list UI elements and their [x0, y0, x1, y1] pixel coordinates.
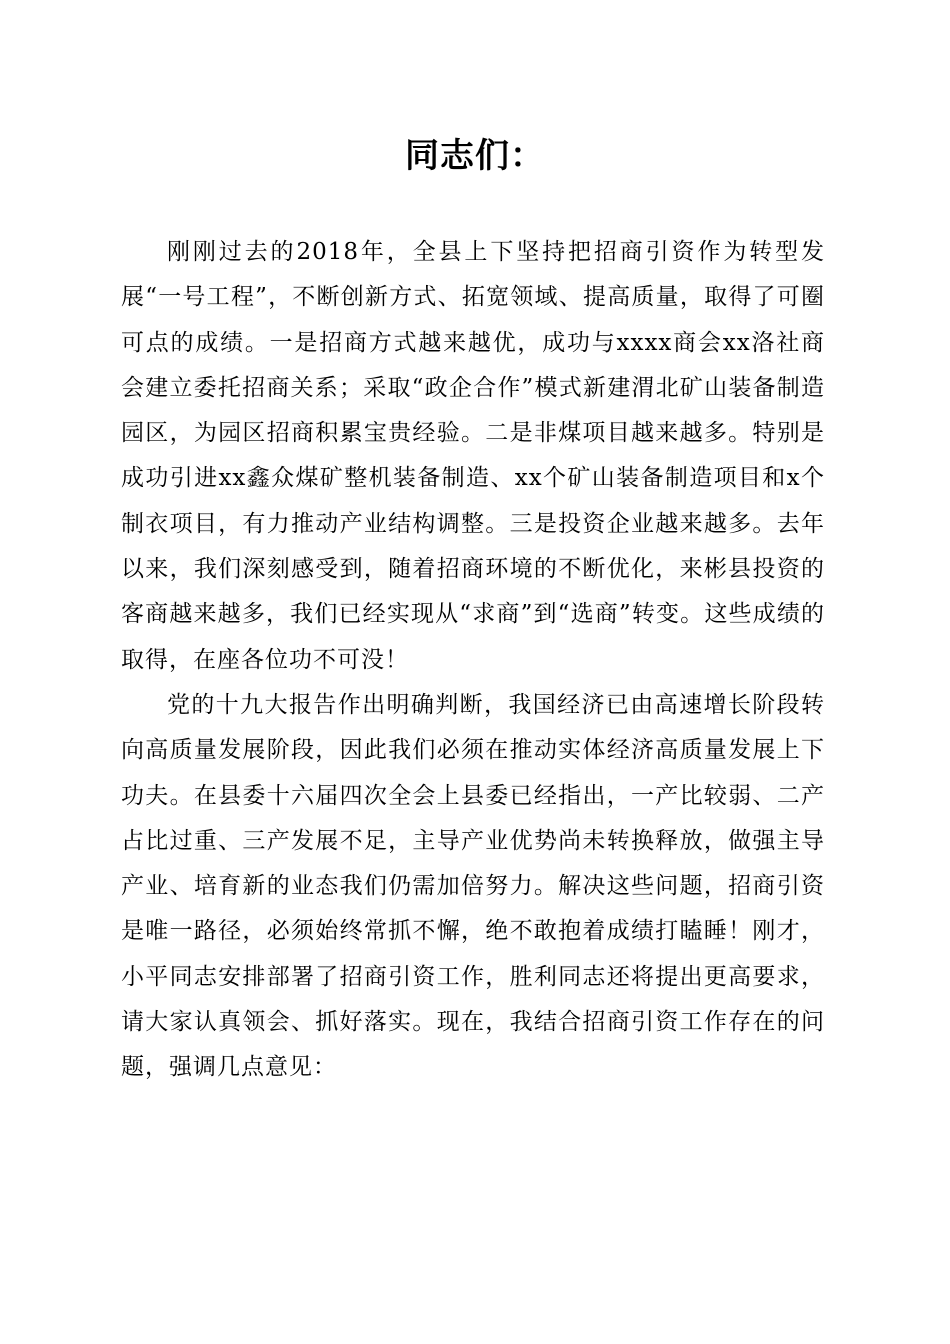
paragraph-achievements: 刚刚过去的2018年，全县上下坚持把招商引资作为转型发展“一号工程”，不断创新方式、拓宽领域、提高质量，取得了可圈可点的成绩。一是招商方式越来越优，成功与xxxx商会xx洛社商会建立委托招商关系；采取“政企合作”模式新建渭北矿山装备制造园区，为园区招商积累宝贵经验。二是非煤项目越来越多。特别是成功引进xx鑫众煤矿整机装备制造、xx个矿山装备制造项目和x个制衣项目，有力推动产业结构调整。三是投资企业越来越多。去年以来，我们深刻感受到，随着招商环境的不断优化，来彬县投资的客商越来越多，我们已经实现从“求商”到“选商”转变。这些成绩的取得，在座各位功不可没！ [121, 239, 825, 673]
document-title: 同志们： [405, 136, 545, 176]
document-body [121, 230, 825, 1091]
paragraph-opinions: 党的十九大报告作出明确判断，我国经济已由高速增长阶段转向高质量发展阶段，因此我们必须在推动实体经济高质量发展上下功夫。在县委十六届四次全会上县委已经指出，一产比较弱、二产占比过重、三产发展不足，主导产业优势尚未转换释放，做强主导产业、培育新的业态我们仍需加倍努力。解决这些问题，招商引资是唯一路径，必须始终常抓不懈，绝不敢抱着成绩打瞌睡！刚才，小平同志安排部署了招商引资工作，胜利同志还将提出更高要求，请大家认真领会、抓好落实。现在，我结合招商引资工作存在的问题，强调几点意见： [121, 691, 825, 1081]
